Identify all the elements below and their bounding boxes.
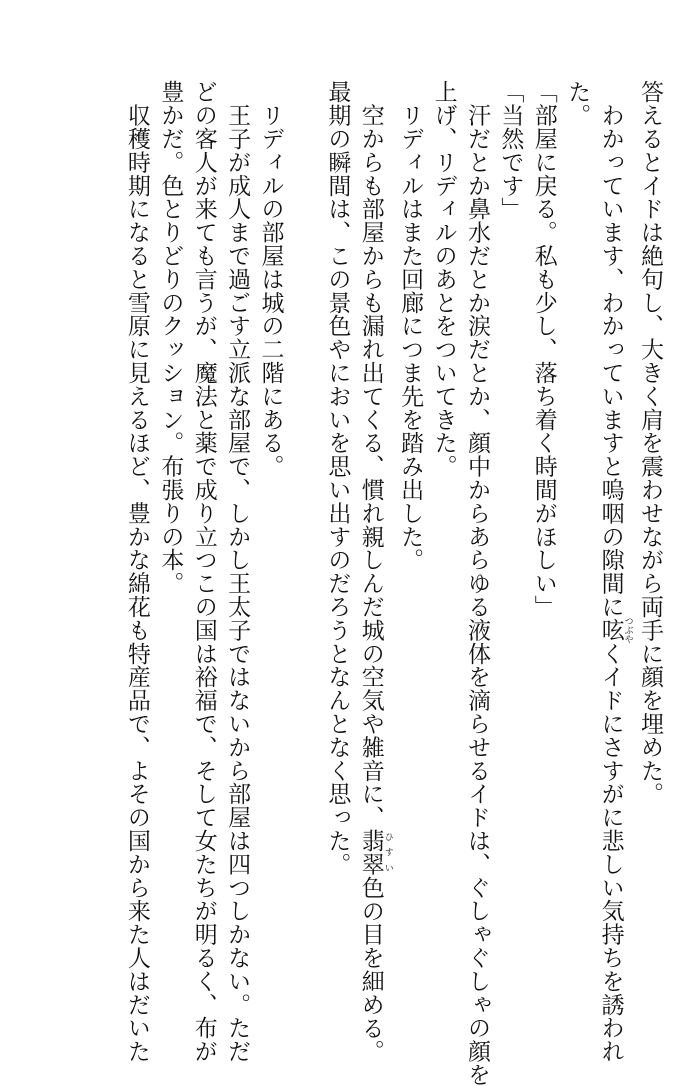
ruby-base: 翡翠 [357, 828, 384, 876]
text-line: リディルの部屋は城の二階にある。 [257, 80, 284, 478]
text-line: 豊かだ。色とりどりのクッション。布張りの本。 [157, 80, 184, 595]
blank-line [287, 80, 320, 960]
ruby-reading: ひすい [382, 828, 393, 876]
ruby-reading: つぶや [622, 616, 633, 644]
text-line: 上げ、リディルのあとをついてきた。 [430, 80, 457, 478]
text-line-start: 空からも部屋からも漏れ出てくる、慣れ親しんだ城の空気や雑音に、 [357, 80, 384, 829]
text-line: た。 [564, 80, 591, 127]
text-line-end: くイドにさすがに悲しい気持ちを誘われ [597, 641, 624, 1063]
ruby-word [357, 828, 393, 876]
text-line [353, 80, 393, 1063]
text-line [593, 80, 633, 1063]
text-line: 「当然です」 [497, 80, 524, 221]
text-line: 収穫時期になると雪原に見えるほど、豊かな綿花も特産品で、よその国から来た人はだいた [123, 80, 150, 1063]
vertical-text-body [120, 80, 666, 1086]
text-line: 最期の瞬間は、この景色やにおいを思い出すのだろうとなんとなく思った。 [324, 80, 351, 876]
text-line: どの客人が来ても言うが、魔法と薬で成り立つこの国は裕福で、そして女たちが明るく、布が [190, 80, 217, 1063]
text-line-end: 色の目を細める。 [357, 875, 384, 1063]
text-line: 「部屋に戻る。私も少し、落ち着く時間がほしい」 [530, 80, 557, 619]
text-line-start: わかっています、わかっていますと嗚咽の隙間に [597, 80, 624, 619]
text-line: 汗だとか鼻水だとか涙だとか、顔中からあらゆる液体を滴らせるイドは、ぐしゃぐしゃの顔を [463, 80, 490, 1086]
ruby-base: 呟 [597, 616, 624, 644]
text-line: 答えるとイドは絶句し、大きく肩を震わせながら両手に顔を埋めた。 [637, 80, 663, 806]
text-line: リディルはまた回廊につま先を踏み出した。 [397, 80, 424, 572]
ruby-word [597, 616, 633, 644]
text-line: 王子が成人まで過ごす立派な部屋で、しかし王太子ではないから部屋は四つしかない。ただ [224, 80, 251, 1063]
